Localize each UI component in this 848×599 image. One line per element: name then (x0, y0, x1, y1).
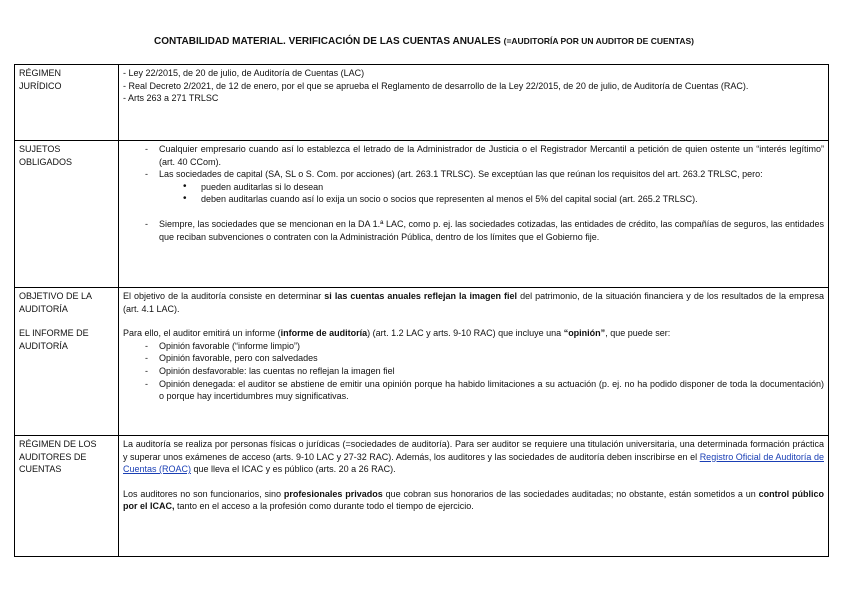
dash-list (123, 143, 824, 181)
label-line: AUDITORÍA (19, 340, 68, 351)
text-run: El objetivo de la auditoría consiste en determinar (123, 291, 325, 301)
text-run: del patrimonio, de la situación financiera y de los resultados de la empresa (art. 4.1 LAC). (123, 291, 824, 314)
roac-link[interactable]: Registro Oficial de Auditoría de Cuentas (ROAC) (123, 451, 824, 475)
list-item: - Opinión favorable, pero con salvedades (123, 352, 824, 365)
label-cell (15, 65, 119, 141)
label-line: OBLIGADOS (19, 156, 73, 167)
list-item: - Opinión denegada: el auditor se abstiene de emitir una opinión porque ha habido limitaciones a su actuación (p. ej. no ha podido disponer de toda la documentación) o porque hay incertidumbres muy significativas. (123, 378, 824, 403)
text-run: tanto en el acceso a la profesión como durante todo el tiempo de ejercicio. (174, 501, 474, 512)
list-item: - Cualquier empresario cuando así lo establezca el letrado de la Administrador de Justicia o el Registrador Mercantil a petición de quien ostente un “interés legítimo” (art. 40 CCom). (123, 143, 824, 168)
law-line: - Arts 263 a 271 TRLSC (123, 93, 219, 104)
content-cell (119, 288, 829, 436)
title-main: CONTABILIDAD MATERIAL. VERIFICACIÓN DE LAS CUENTAS ANUALES (153, 36, 501, 47)
page-title (0, 36, 848, 47)
text-run: , que puede ser: (605, 328, 671, 339)
list-item: - Opinión desfavorable: las cuentas no reflejan la imagen fiel (123, 365, 824, 378)
row-objetivo-informe (15, 288, 829, 436)
bold-run: control público por el ICAC, (123, 488, 824, 512)
label-line: AUDITORES DE (19, 451, 87, 462)
law-line: - Ley 22/2015, de 20 de julio, de Auditoría de Cuentas (LAC) (123, 68, 365, 78)
label-cell (15, 288, 119, 436)
list-item: - Opinión favorable (“informe limpio”) (123, 340, 824, 353)
bold-run: “opinión” (563, 328, 606, 339)
text-run: que cobran sus honorarios de las sociedades auditadas; no obstante, están sometidos a un (382, 488, 759, 499)
list-item: • deben auditarlas cuando así lo exija un socio o socios que representen al menos el 5% del capital social (art. 265.2 TRLSC). (123, 193, 824, 206)
row-regimen-juridico (15, 65, 829, 141)
row-sujetos-obligados (15, 141, 829, 288)
label-line: OBJETIVO DE LA (19, 291, 93, 301)
list-item: • pueden auditarlas si lo desean (123, 181, 824, 194)
title-subtitle: (=AUDITORÍA POR UN AUDITOR DE CUENTAS) (503, 36, 695, 46)
law-line: - Real Decreto 2/2021, de 12 de enero, por el que se aprueba el Reglamento de desarrollo de la Ley 22/2015, de 20 de julio, de Auditoría de Cuentas (RAC). (123, 80, 749, 91)
label-cell (15, 141, 119, 288)
text-run: Los auditores no son funcionarios, sino (123, 488, 284, 499)
content-cell (119, 141, 829, 288)
label-line: RÉGIMEN DE LOS (19, 439, 97, 449)
bullet-list (123, 181, 824, 206)
text-run: Para ello, el auditor emitirá un informe ( (123, 328, 281, 339)
auditors-paragraph (123, 438, 824, 476)
opinion-list (123, 340, 824, 403)
text-run: La auditoría se realiza por personas físicas o jurídicas (=sociedades de auditoría). Para ser auditor se requiere una titulación universitaria, una determinada formación práctica y superar unos exámenes de acceso (arts. 9-10 LAC y 27-32 RAC). Además, los auditores y las sociedades de auditoría deben inscribirse en el (123, 439, 824, 462)
bold-run: informe de auditoría (280, 328, 368, 339)
dash-list (123, 218, 824, 243)
spacer (19, 315, 115, 327)
bold-run: profesionales privados (283, 488, 383, 499)
content-cell (119, 436, 829, 557)
report-paragraph (123, 327, 824, 340)
label-line: JURÍDICO (19, 80, 62, 91)
label-line: CUENTAS (19, 464, 62, 475)
label-line: AUDITORÍA (19, 303, 68, 314)
objective-paragraph (123, 290, 824, 315)
label-line: SUJETOS (19, 144, 61, 154)
list-item: - Siempre, las sociedades que se mencionan en la DA 1.ª LAC, como p. ej. las sociedades cotizadas, las entidades de crédito, las compañías de seguros, las entidades que reciban subvenciones o contraten con la Administración Pública, dentro de los límites que el Gobierno fije. (123, 218, 824, 243)
bold-run: si las cuentas anuales reflejan la imagen fiel (324, 291, 518, 301)
list-item: - Las sociedades de capital (SA, SL o S. Com. por acciones) (art. 263.1 TRLSC). Se exceptúan las que reúnan los requisitos del art. 263.2 TRLSC, pero: (123, 168, 824, 181)
text-run: que lleva el ICAC y es público (arts. 20 a 26 RAC). (191, 464, 396, 475)
row-regimen-auditores (15, 436, 829, 557)
text-run: ) (art. 1.2 LAC y arts. 9-10 RAC) que incluye una (367, 328, 564, 339)
label-cell (15, 436, 119, 557)
label-line: EL INFORME DE (19, 328, 89, 339)
content-cell (119, 65, 829, 141)
content-table (14, 64, 829, 557)
spacer (123, 476, 824, 488)
spacer (123, 315, 824, 327)
control-paragraph (123, 488, 824, 513)
spacer (123, 206, 824, 218)
label-line: RÉGIMEN (19, 68, 62, 78)
